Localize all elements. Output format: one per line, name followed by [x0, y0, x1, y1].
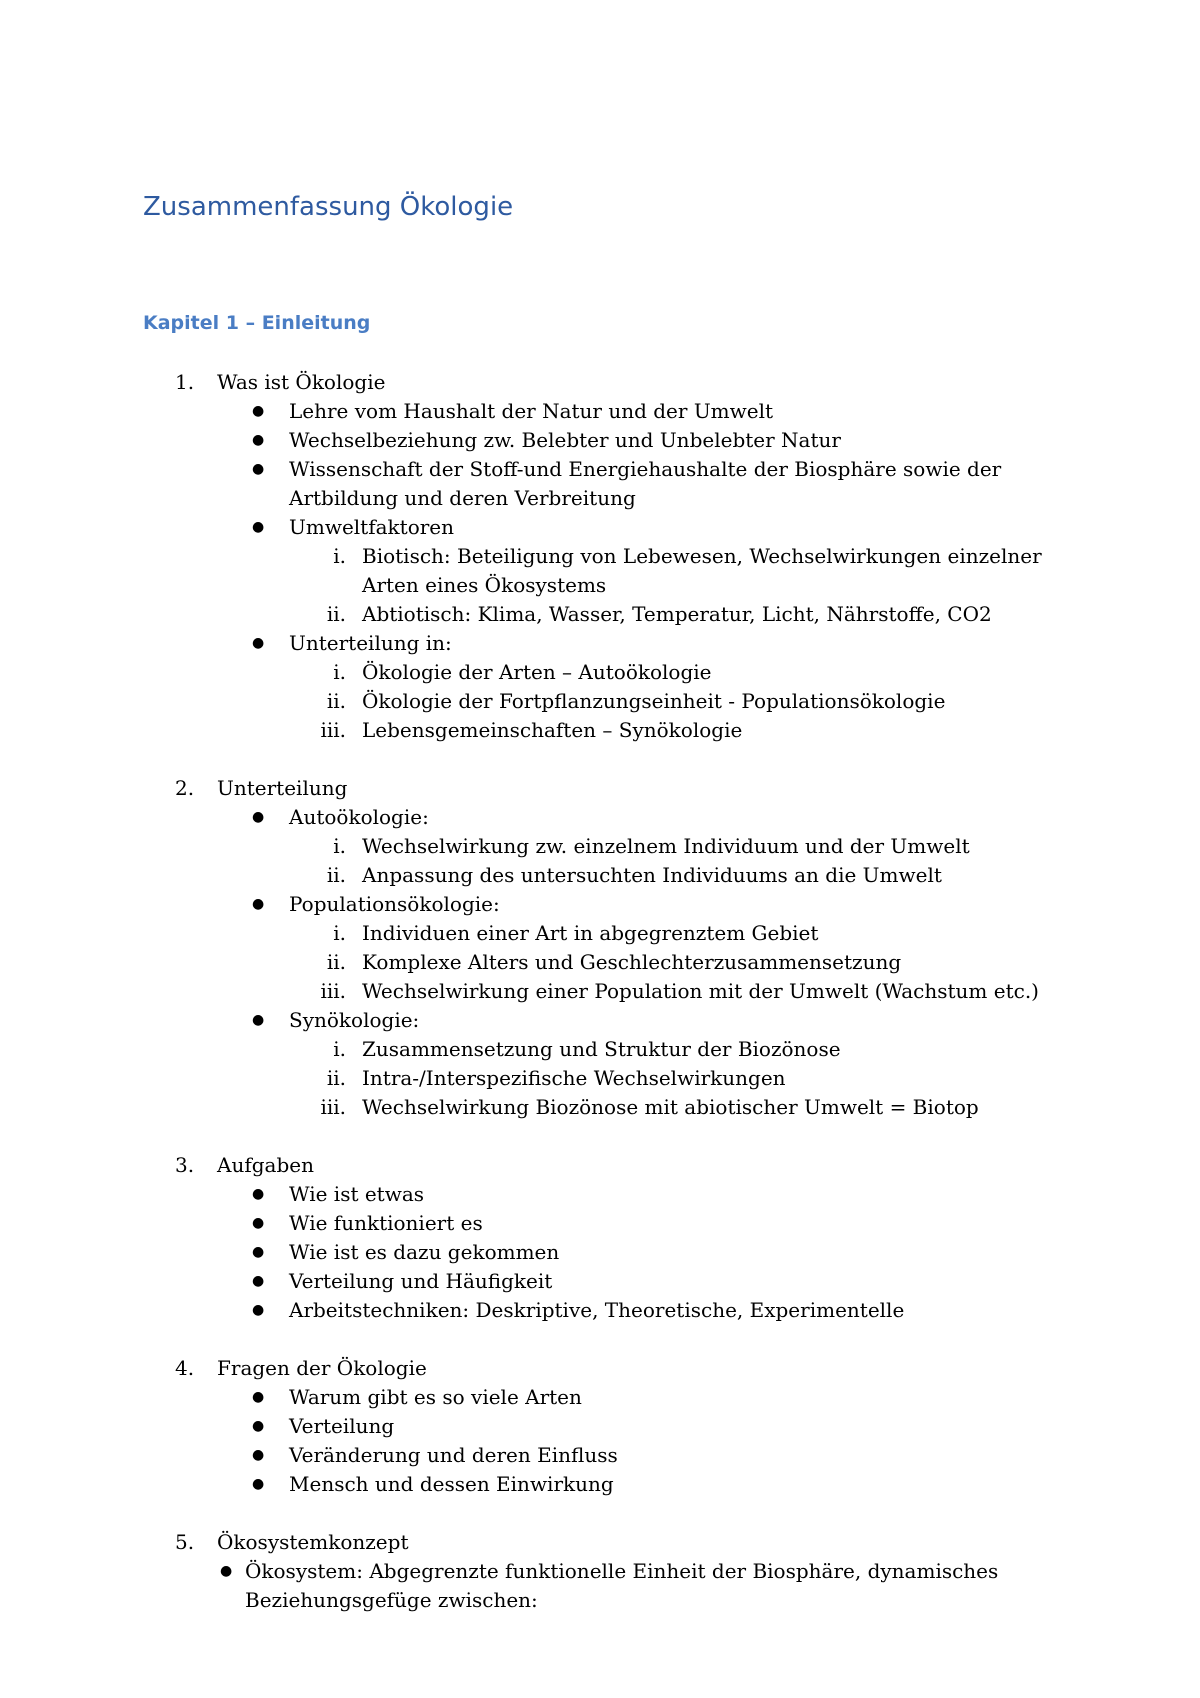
sub-list-item-text: Komplexe Alters und Geschlechterzusammensetzung: [362, 950, 902, 974]
list-item-text: Wechselbeziehung zw. Belebter und Unbelebter Natur: [289, 428, 841, 452]
sub-list-item-text: Lebensgemeinschaften – Synökologie: [362, 718, 743, 742]
list-item-continuation: Artbildung und deren Verbreitung: [289, 486, 636, 510]
sub-list-item-text: Abtiotisch: Klima, Wasser, Temperatur, Licht, Nährstoffe, CO2: [362, 602, 992, 626]
roman-numeral: i.: [333, 544, 346, 568]
bullet-icon: ●: [252, 1302, 265, 1318]
sub-list-item-text: Ökologie der Fortpflanzungseinheit - Populationsökologie: [362, 689, 946, 713]
list-item-text: Wie funktioniert es: [289, 1211, 483, 1235]
list-item: [0, 455, 1200, 484]
document-body: [0, 368, 1200, 1644]
list-item-text: Populationsökologie:: [289, 892, 500, 916]
list-item-text: Warum gibt es so viele Arten: [289, 1385, 582, 1409]
list-item-continuation: Beziehungsgefüge zwischen:: [245, 1588, 538, 1612]
section-heading: [0, 774, 1200, 803]
list-item-text: Wissenschaft der Stoff-und Energiehaushalte der Biosphäre sowie der: [289, 457, 1002, 481]
section-number: 4.: [175, 1356, 195, 1380]
list-item-text: Ökosystem: Abgegrenzte funktionelle Einheit der Biosphäre, dynamisches: [245, 1559, 999, 1583]
section-heading-text: Fragen der Ökologie: [217, 1356, 427, 1380]
list-item-text: Umweltfaktoren: [289, 515, 455, 539]
list-item: [0, 803, 1200, 832]
chapter-heading: Kapitel 1 – Einleitung: [143, 312, 371, 334]
list-item: [0, 426, 1200, 455]
section-number: 5.: [175, 1530, 195, 1554]
sub-list-item: [0, 600, 1200, 629]
sub-list-item: [0, 716, 1200, 745]
sub-list-item: [0, 1064, 1200, 1093]
bullet-icon: ●: [252, 1012, 265, 1028]
sub-list-item-text: Wechselwirkung einer Population mit der Umwelt (Wachstum etc.): [362, 979, 1039, 1003]
sub-list-item: [0, 948, 1200, 977]
section-heading: [0, 1528, 1200, 1557]
sub-list-item-text: Anpassung des untersuchten Individuums an die Umwelt: [362, 863, 942, 887]
sub-list-item-continuation: Arten eines Ökosystems: [362, 573, 607, 597]
section-number: 3.: [175, 1153, 195, 1177]
list-item-text: Autoökologie:: [289, 805, 429, 829]
list-section: [0, 1151, 1200, 1325]
sub-list-item-text: Wechselwirkung Biozönose mit abiotischer Umwelt = Biotop: [362, 1095, 979, 1119]
list-section: [0, 774, 1200, 1122]
bullet-icon: ●: [220, 1563, 233, 1579]
roman-numeral: i.: [333, 921, 346, 945]
bullet-icon: ●: [252, 1476, 265, 1492]
list-item-text: Mensch und dessen Einwirkung: [289, 1472, 614, 1496]
list-item-text: Unterteilung in:: [289, 631, 452, 655]
list-item: [0, 1238, 1200, 1267]
bullet-icon: ●: [252, 461, 265, 477]
section-heading: [0, 1354, 1200, 1383]
bullet-icon: ●: [252, 1215, 265, 1231]
list-item-text: Verteilung: [289, 1414, 395, 1438]
roman-numeral: i.: [333, 660, 346, 684]
list-item: [0, 397, 1200, 426]
sub-list-item-text: Biotisch: Beteiligung von Lebewesen, Wechselwirkungen einzelner: [362, 544, 1042, 568]
roman-numeral: ii.: [326, 1066, 346, 1090]
list-item-text: Wie ist etwas: [289, 1182, 425, 1206]
bullet-icon: ●: [252, 1244, 265, 1260]
section-heading: [0, 368, 1200, 397]
sub-list-item: [0, 687, 1200, 716]
list-item-text: Synökologie:: [289, 1008, 420, 1032]
sub-list-item-text: Ökologie der Arten – Autoökologie: [362, 660, 712, 684]
section-number: 2.: [175, 776, 195, 800]
bullet-icon: ●: [252, 1418, 265, 1434]
roman-numeral: iii.: [320, 1095, 346, 1119]
section-heading: [0, 1151, 1200, 1180]
list-item: [0, 1470, 1200, 1499]
list-item: [0, 1006, 1200, 1035]
sub-list-item-text: Intra-/Interspezifische Wechselwirkungen: [362, 1066, 786, 1090]
bullet-icon: ●: [252, 1389, 265, 1405]
document-title: Zusammenfassung Ökologie: [143, 192, 514, 222]
list-item-text: Lehre vom Haushalt der Natur und der Umwelt: [289, 399, 774, 423]
sub-list-item: [0, 977, 1200, 1006]
bullet-icon: ●: [252, 1447, 265, 1463]
roman-numeral: ii.: [326, 863, 346, 887]
sub-list-item: [0, 861, 1200, 890]
section-heading-text: Unterteilung: [217, 776, 348, 800]
bullet-icon: ●: [252, 403, 265, 419]
list-item: [0, 1441, 1200, 1470]
bullet-icon: ●: [252, 519, 265, 535]
roman-numeral: i.: [333, 834, 346, 858]
list-item: [0, 1267, 1200, 1296]
bullet-icon: ●: [252, 809, 265, 825]
list-item: [0, 1412, 1200, 1441]
list-item: [0, 890, 1200, 919]
roman-numeral: ii.: [326, 950, 346, 974]
sub-list-item: [0, 542, 1200, 571]
roman-numeral: ii.: [326, 602, 346, 626]
list-section: [0, 1354, 1200, 1499]
sub-list-item: [0, 1035, 1200, 1064]
list-item: [0, 1296, 1200, 1325]
bullet-icon: ●: [252, 635, 265, 651]
list-section: [0, 368, 1200, 745]
section-heading-text: Ökosystemkonzept: [217, 1530, 409, 1554]
bullet-icon: ●: [252, 1186, 265, 1202]
roman-numeral: iii.: [320, 979, 346, 1003]
sub-list-item-text: Individuen einer Art in abgegrenztem Gebiet: [362, 921, 819, 945]
sub-list-item: [0, 832, 1200, 861]
bullet-icon: ●: [252, 432, 265, 448]
list-item-text: Arbeitstechniken: Deskriptive, Theoretische, Experimentelle: [289, 1298, 905, 1322]
roman-numeral: iii.: [320, 718, 346, 742]
section-heading-text: Aufgaben: [217, 1153, 314, 1177]
list-section: [0, 1528, 1200, 1615]
list-item: [0, 629, 1200, 658]
sub-list-item: [0, 919, 1200, 948]
list-item-text: Wie ist es dazu gekommen: [289, 1240, 560, 1264]
sub-list-item-text: Wechselwirkung zw. einzelnem Individuum und der Umwelt: [362, 834, 970, 858]
list-item-text: Veränderung und deren Einfluss: [289, 1443, 618, 1467]
list-item: [0, 513, 1200, 542]
roman-numeral: ii.: [326, 689, 346, 713]
sub-list-item-text: Zusammensetzung und Struktur der Biozönose: [362, 1037, 841, 1061]
bullet-icon: ●: [252, 896, 265, 912]
list-item: [0, 1557, 1200, 1586]
roman-numeral: i.: [333, 1037, 346, 1061]
list-item: [0, 1383, 1200, 1412]
sub-list-item: [0, 1093, 1200, 1122]
bullet-icon: ●: [252, 1273, 265, 1289]
list-item: [0, 1180, 1200, 1209]
list-item-text: Verteilung und Häufigkeit: [289, 1269, 553, 1293]
sub-list-item: [0, 658, 1200, 687]
section-number: 1.: [175, 370, 195, 394]
list-item: [0, 1209, 1200, 1238]
section-heading-text: Was ist Ökologie: [217, 370, 386, 394]
